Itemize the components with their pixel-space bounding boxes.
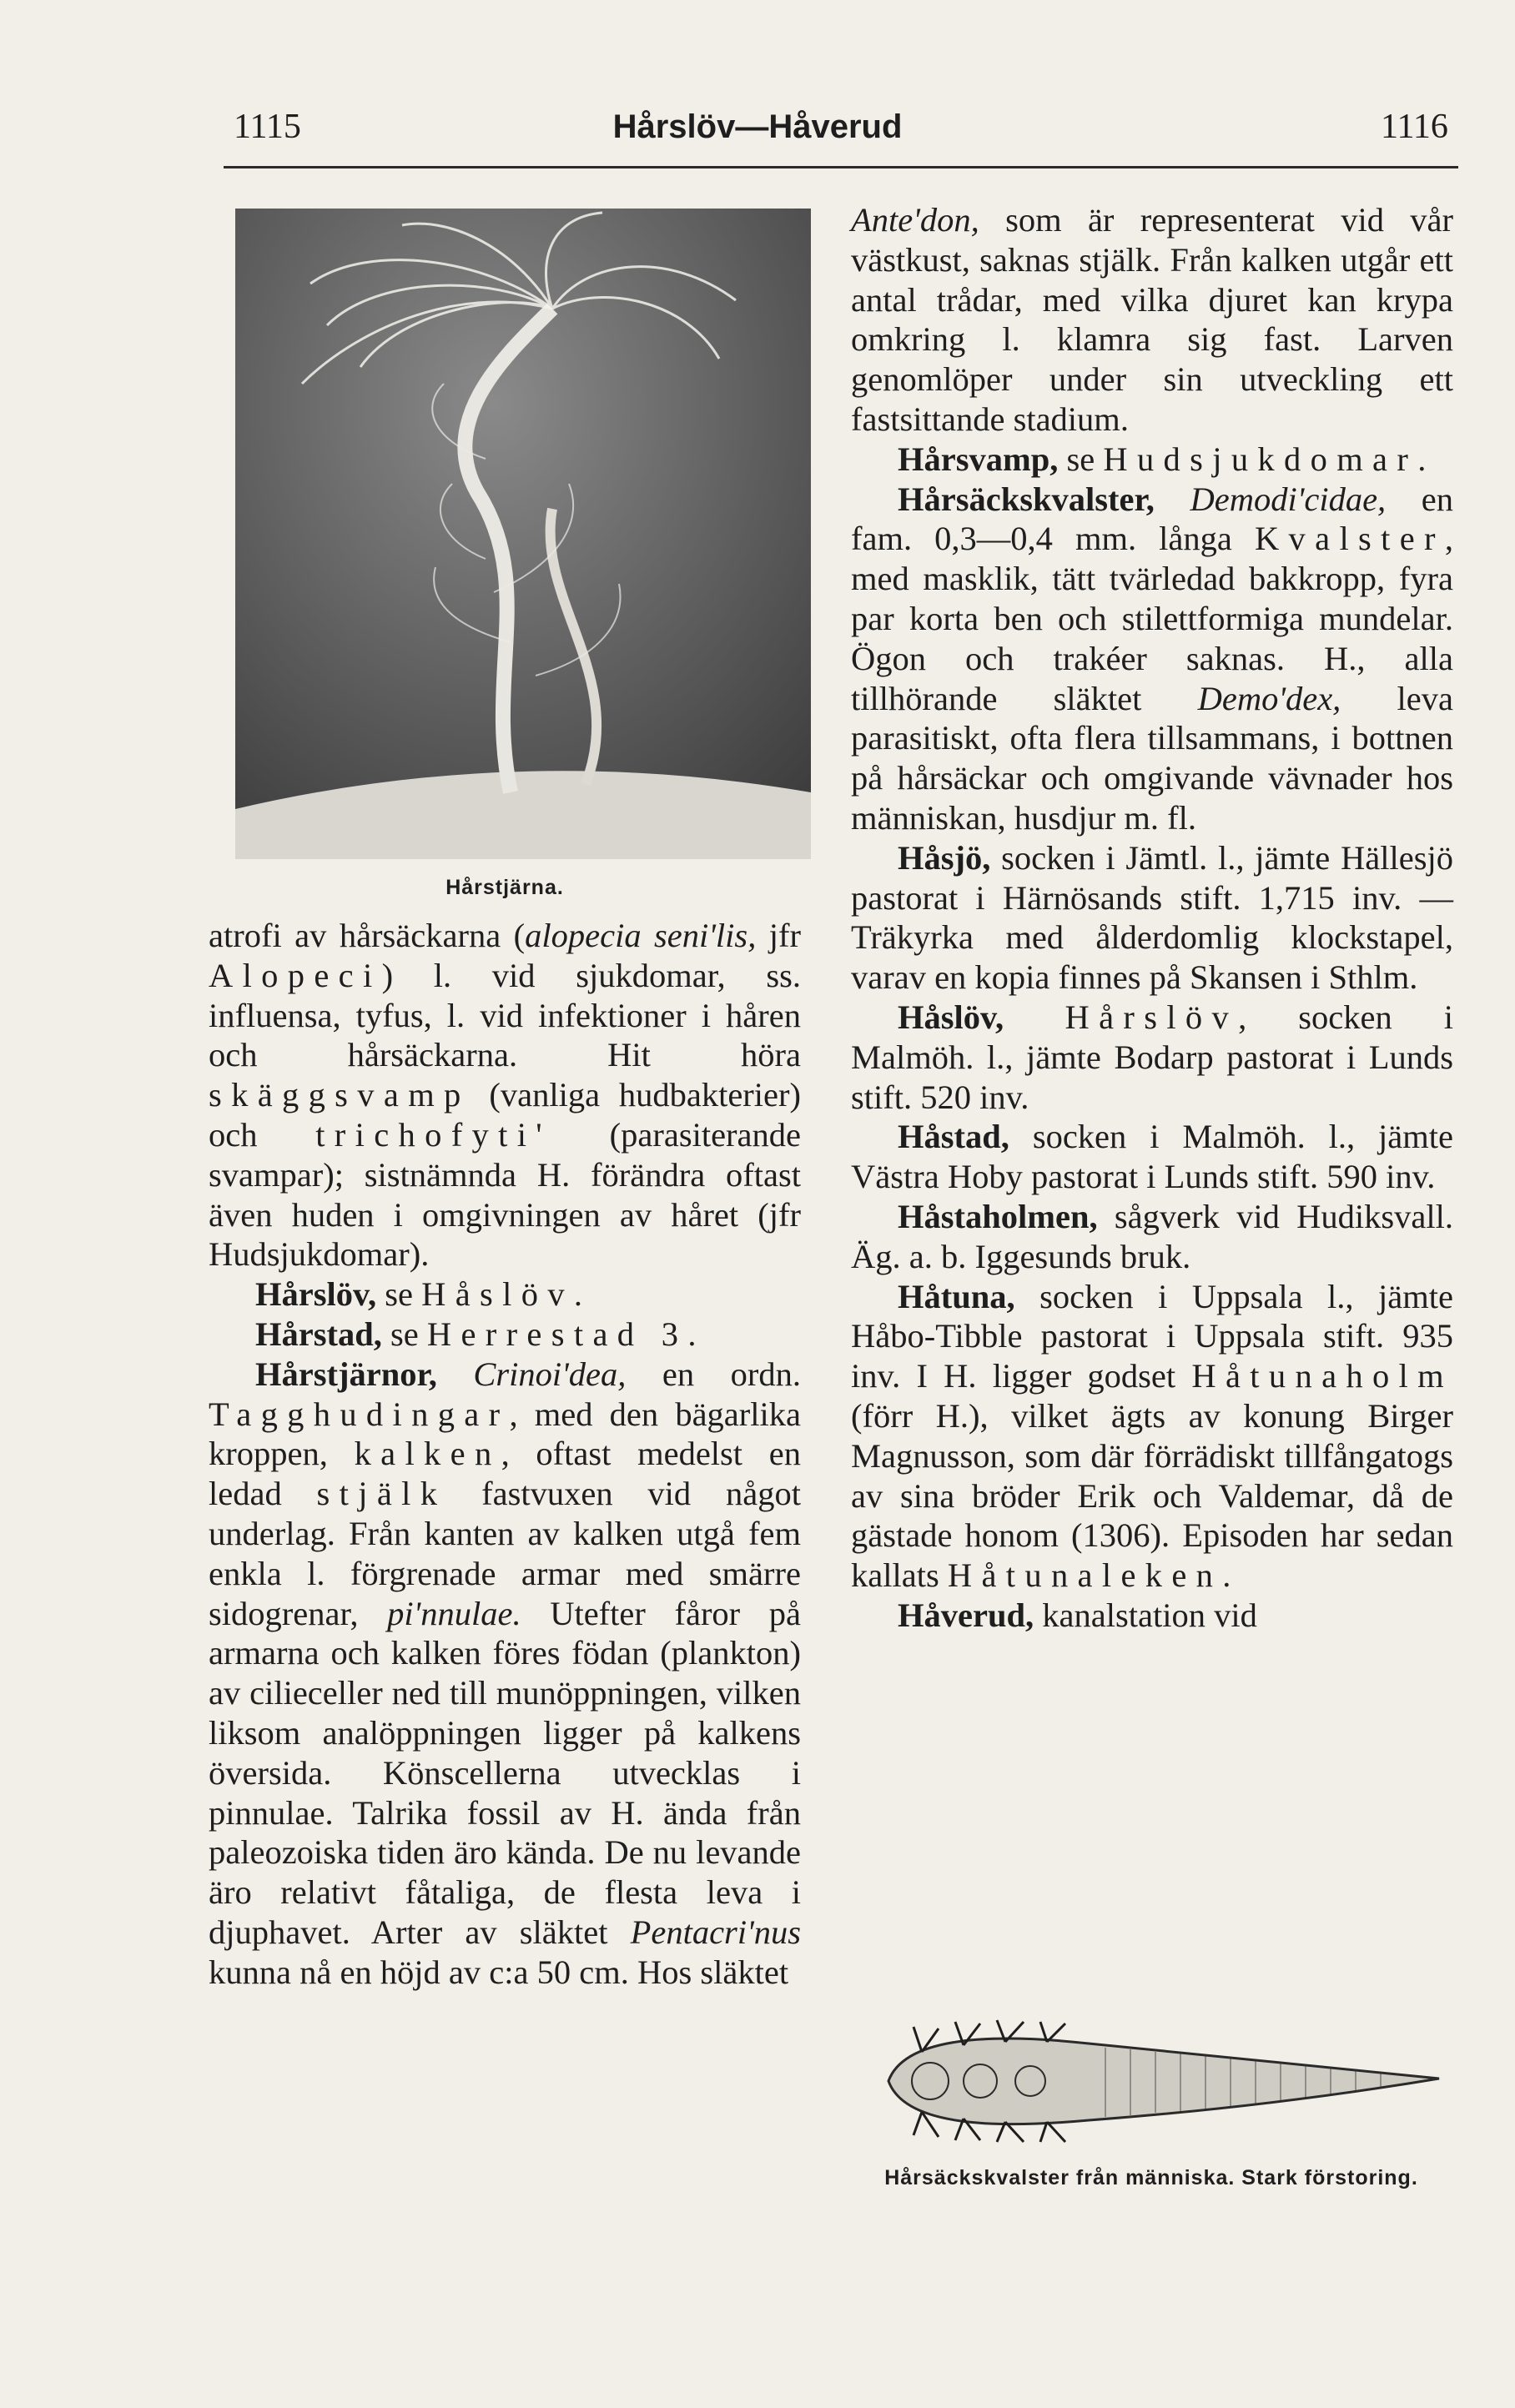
paragraph [851,200,1453,440]
entry-hasjo [851,838,1453,998]
text: . [687,1315,697,1353]
spaced-term: Hårslöv [1004,998,1239,1036]
entry-heading: Hårsäckskvalster, [898,480,1155,518]
text: leva parasitiskt, ofta flera tillsammans, i bottnen på hårsäckar och omgivande vävnader hos människan, husdjur m. fl. [851,679,1453,837]
spaced-term: Håtunaholm [1191,1357,1453,1395]
latin-term: Pentacri'nus [630,1913,801,1951]
text: socken i Uppsala l., jämte Håbo-Tibble pastorat i Uppsala stift. 935 inv. I H. ligger godset [851,1277,1453,1395]
entry-haverud [851,1596,1453,1636]
paragraph [209,916,801,1274]
entry-hastaholmen [851,1197,1453,1277]
entry-heading: Håstaholmen, [898,1197,1098,1235]
cross-reference: Kvalster [1254,520,1445,558]
text: sågverk vid Hudiksvall. Äg. a. b. Iggesunds bruk. [851,1197,1453,1275]
text: se [381,1315,427,1353]
entry-harstjarnor [209,1355,801,1993]
latin-term: Demo'dex, [1197,679,1341,717]
latin-term: alopecia seni'lis, [525,917,757,954]
entry-harslov [209,1274,801,1315]
text: . [1417,440,1427,478]
entry-harsvamp [851,440,1453,480]
text: se [376,1275,422,1314]
text: en ordn. [626,1355,801,1393]
cross-reference: Hudsjukdomar [209,1235,410,1274]
text: fastvuxen vid något underlag. Från kanten av kalken utgå fem enkla l. förgrenade armar med smärre sidogrenar, [209,1475,801,1632]
entry-heading: Håtuna, [898,1277,1015,1315]
text: en fam. 0,3—0,4 mm. långa [851,480,1453,558]
cross-reference: Herrestad 3 [426,1315,688,1353]
spaced-term: skäggsvamp [209,1076,471,1114]
entry-harstad [209,1315,801,1355]
cross-reference: Håslöv [421,1275,574,1314]
text: kunna nå en höjd av c:a 50 cm. Hos släktet [209,1953,789,1991]
text: (parasiterande svampar); sistnämnda H. förändra oftast även huden i omgivningen av håret (jfr [209,1115,801,1234]
entry-heading: Håverud, [898,1596,1034,1634]
text: ) l. vid sjukdomar, ss. influensa, tyfus, l. vid infektioner i håren och hårsäckarna. Hit höra [209,956,801,1074]
latin-term: pi'nnulae. [387,1594,521,1632]
spaced-term: stjälk [316,1475,447,1513]
entry-heading: Hårslöv, [255,1275,377,1314]
text: Utefter fåror på armarna och kalken föres födan (plankton) av cilieceller ned till munöppningen, vilken liksom analöppningen ligger på kalkens översida. Könscellerna utvecklas i pinnulae. Talrika fossil av H. ända från paleozoiska tiden äro kända. De nu levande äro relativt fåtaliga, de flesta leva i djuphavet. Arter av släktet [209,1594,801,1951]
text: jfr [756,917,802,954]
text: (vanliga hudbakterier) och [209,1076,801,1154]
text: kanalstation vid [1034,1596,1257,1634]
entry-heading: Hårsvamp, [898,440,1059,478]
mite-illustration [872,2018,1456,2144]
entry-heading: Hårstad, [255,1315,382,1353]
figure-caption: Hårsäckskvalster från människa. Stark förstoring. [884,2166,1418,2189]
entry-harsackskvalster [851,480,1453,838]
text: . [1222,1556,1231,1595]
text: (förr H.), vilket ägts av konung Birger Magnusson, som där förrädiskt tillfångatogs av sina bröder Erik och Valdemar, då de gästade honom (1306). Episoden har sedan kallats [851,1396,1453,1595]
running-title: Hårslöv—Håverud [612,108,903,145]
text: se [1058,440,1104,478]
text: socken i Jämtl. l., jämte Hällesjö pastorat i Härnösands stift. 1,715 inv. — Träkyrka med ålderdomlig klockstapel, varav en kopia finnes på Skansen i Sthlm. [851,838,1453,997]
spaced-term: Håtunaleken [947,1556,1223,1595]
latin-term: Ante'don, [851,201,979,239]
header-rule [224,166,1458,168]
text: socken i Malmöh. l., jämte Västra Hoby pastorat i Lunds stift. 590 inv. [851,1118,1453,1196]
left-column [209,916,801,1993]
latin-term: Demodi'cidae, [1154,480,1387,518]
page-number-right: 1116 [1381,108,1448,146]
entry-heading: Håsjö, [898,838,991,877]
text: , med masklik, tätt tvärledad bakkropp, fyra par korta ben och stilettformiga mundelar. Ögon och trakéer saknas. H., alla tillhörande släktet [851,520,1453,717]
latin-term: Crinoi'dea, [436,1355,627,1393]
entry-hatuna [851,1277,1453,1596]
text: , med den bägarlika kroppen, [209,1395,801,1473]
text: . [573,1275,583,1314]
feather-star-photo [235,209,811,859]
right-column [851,200,1453,1636]
entry-hastad [851,1117,1453,1197]
text: atrofi av hårsäckarna ( [209,917,526,954]
entry-haslov [851,998,1453,1117]
text: , oftast medelst en ledad [209,1435,801,1513]
spaced-term: trichofyti' [315,1115,551,1154]
entry-heading: Håslöv, [898,998,1004,1036]
page-number-left: 1115 [234,108,301,146]
cross-reference: Tagghudingar [209,1395,510,1433]
figure-caption: Hårstjärna. [445,876,564,899]
spaced-term: kalken [354,1435,501,1473]
cross-reference: Hudsjukdomar [1103,440,1418,478]
entry-heading: Håstad, [898,1118,1009,1156]
entry-heading: Hårstjärnor, [255,1355,437,1393]
text: ). [409,1235,430,1274]
text: , socken i Malmöh. l., jämte Bodarp pastorat i Lunds stift. 520 inv. [851,998,1453,1116]
text: som är representerat vid vår västkust, saknas stjälk. Från kalken utgår ett antal trådar, med vilka djuret kan krypa omkring l. klamra sig fast. Larven genomlöper under sin utveckling ett fastsittande stadium. [851,201,1453,438]
cross-reference: Alopeci [209,956,382,994]
